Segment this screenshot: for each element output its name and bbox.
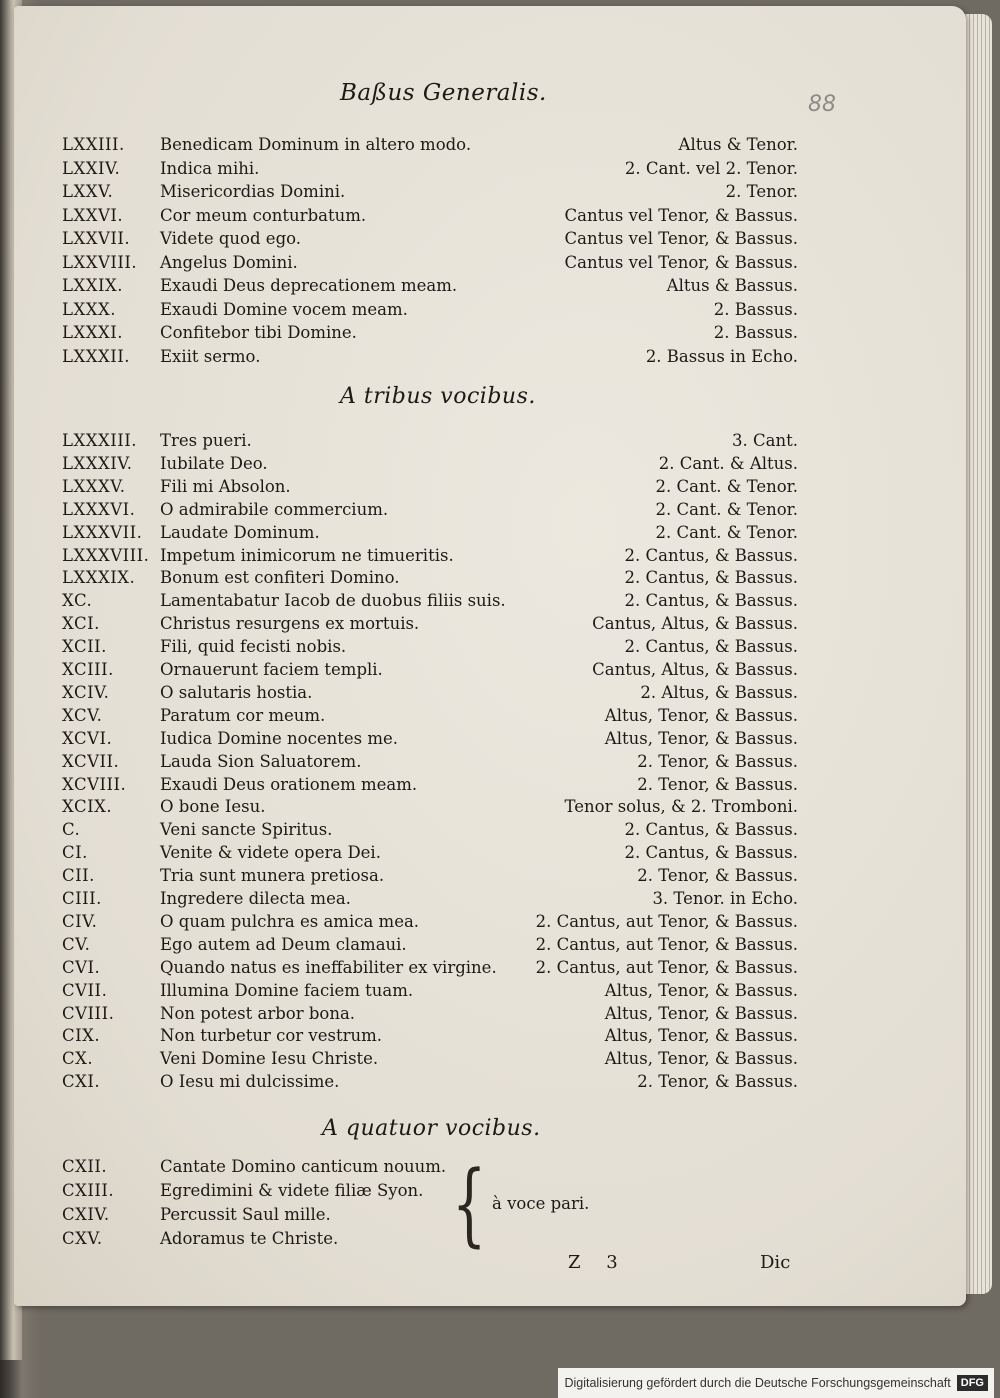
entry-row [62, 275, 798, 297]
entry-row [62, 1156, 798, 1178]
entry-row [62, 1025, 798, 1047]
entry-title: Adoramus te Christe. [160, 1229, 339, 1248]
entry-row [62, 705, 798, 727]
entry-number: LXXXIV. [62, 453, 133, 473]
entry-number: LXXXI. [62, 323, 123, 342]
entry-voices: 2. Cantus, & Bassus. [624, 568, 798, 588]
entry-number: LXXX. [62, 299, 116, 319]
entry-number: XCIV. [62, 682, 110, 702]
entry-title: Tria sunt munera pretiosa. [160, 866, 385, 886]
entry-title: Laudate Dominum. [160, 522, 320, 542]
entry-number: LXXIV. [62, 158, 121, 178]
entry-row [62, 430, 798, 452]
entry-number: LXXXII. [62, 346, 130, 366]
entry-voices: 2. Cantus, & Bassus. [624, 820, 798, 840]
entry-title: Ego autem ad Deum clamaui. [160, 934, 407, 954]
entry-title: Fili mi Absolon. [160, 476, 291, 496]
entry-number: CVIII. [62, 1003, 115, 1023]
entry-row [62, 522, 798, 544]
entry-number: LXXVI. [62, 205, 124, 225]
entry-voices: 2. Cantus, & Bassus. [624, 545, 798, 565]
entry-row [62, 545, 798, 567]
page-title: Baßus Generalis. [340, 80, 547, 106]
entry-voices: 2. Altus, & Bassus. [640, 682, 798, 702]
entry-title: Exaudi Deus deprecationem meam. [160, 276, 458, 295]
entry-number: CVI. [62, 957, 101, 977]
entry-title: Bonum est confiteri Domino. [160, 568, 400, 588]
entry-row [62, 934, 798, 956]
entry-title: Cantate Domino canticum nouum. [160, 1157, 447, 1176]
entry-number: CIV. [62, 911, 98, 931]
entry-number: LXXXIX. [62, 568, 136, 588]
entry-number: XCVI. [62, 728, 113, 748]
entry-title: Angelus Domini. [160, 252, 298, 272]
entry-title: Egredimini & videte filiæ Syon. [160, 1181, 424, 1200]
entry-voices: Cantus, Altus, & Bassus. [592, 614, 798, 634]
entry-title: Percussit Saul mille. [160, 1205, 331, 1224]
entry-voices: 2. Tenor, & Bassus. [637, 774, 798, 794]
entry-voices: Cantus, Altus, & Bassus. [592, 660, 798, 679]
entry-number: CXIII. [62, 1181, 115, 1200]
entry-title: Exaudi Deus orationem meam. [160, 774, 418, 794]
entry-title: Confitebor tibi Domine. [160, 323, 357, 342]
entry-voices: 2. Tenor, & Bassus. [637, 751, 798, 771]
entry-row [62, 865, 798, 887]
entry-title: Ornauerunt faciem templi. [160, 660, 383, 679]
entry-number: CXII. [62, 1157, 108, 1176]
entry-voices: 2. Bassus. [713, 299, 798, 319]
entry-title: Fili, quid fecisti nobis. [160, 637, 347, 657]
entry-voices: Tenor solus, & 2. Tromboni. [564, 797, 798, 817]
entry-voices: Altus, Tenor, & Bassus. [604, 728, 798, 748]
entry-title: Veni Domine Iesu Christe. [160, 1049, 379, 1069]
entry-voices: 2. Cantus, & Bassus. [624, 843, 798, 863]
entry-title: Illumina Domine faciem tuam. [160, 980, 414, 1000]
entry-number: LXXIX. [62, 276, 123, 295]
entry-row [62, 1071, 798, 1093]
entry-voices: 2. Cantus, & Bassus. [624, 591, 798, 611]
entry-voices: 2. Cant. & Tenor. [655, 499, 798, 519]
entry-voices: Cantus vel Tenor, & Bassus. [564, 205, 798, 225]
brace-note: à voce pari. [492, 1194, 590, 1213]
entry-title: Venite & videte opera Dei. [160, 843, 381, 863]
entry-number: CIII. [62, 889, 102, 908]
entry-voices: 2. Cantus, aut Tenor, & Bassus. [535, 911, 798, 931]
entry-title: Videte quod ego. [160, 229, 302, 248]
entry-number: XCIX. [62, 797, 113, 817]
signature-mark: Z 3 [568, 1252, 628, 1273]
entry-voices: 2. Cant. & Tenor. [655, 476, 798, 496]
entry-voices: Altus, Tenor, & Bassus. [604, 1026, 798, 1046]
entry-voices: 2. Cant. vel 2. Tenor. [624, 158, 798, 178]
entry-number: CX. [62, 1049, 94, 1069]
entry-row [62, 613, 798, 635]
entry-number: LXXXIII. [62, 431, 137, 450]
entry-voices: Altus, Tenor, & Bassus. [604, 705, 798, 725]
entry-voices: 2. Tenor, & Bassus. [637, 1072, 798, 1092]
footer-text: Digitalisierung gefördert durch die Deutsche Forschungsgemeinschaft [564, 1376, 951, 1390]
entry-voices: Altus & Tenor. [678, 135, 798, 154]
entry-row [62, 590, 798, 612]
entry-number: C. [62, 820, 81, 840]
entry-title: Quando natus es ineffabiliter ex virgine. [160, 957, 497, 977]
entry-row [62, 636, 798, 658]
footer-bar [558, 1368, 994, 1398]
entry-row [62, 1003, 798, 1025]
entry-number: LXXVII. [62, 229, 131, 248]
entry-number: XCV. [62, 705, 103, 725]
entry-title: Indica mihi. [160, 158, 260, 178]
entry-row [62, 567, 798, 589]
catchword: Dic [760, 1252, 791, 1273]
entry-row [62, 181, 798, 203]
entry-title: Impetum inimicorum ne timueritis. [160, 545, 454, 565]
entry-title: O salutaris hostia. [160, 682, 313, 702]
entry-title: O admirabile commercium. [160, 499, 389, 519]
entry-number: LXXXVIII. [62, 545, 150, 565]
entry-row [62, 774, 798, 796]
entry-row [62, 1048, 798, 1070]
entry-voices: 2. Tenor. [725, 182, 798, 201]
entry-number: XCII. [62, 637, 107, 657]
entry-row [62, 1204, 798, 1226]
entry-title: O quam pulchra es amica mea. [160, 911, 420, 931]
entry-row [62, 228, 798, 250]
entry-voices: Cantus vel Tenor, & Bassus. [564, 229, 798, 248]
entry-number: LXXXVII. [62, 522, 143, 542]
entry-title: Iubilate Deo. [160, 453, 268, 473]
entry-voices: Cantus vel Tenor, & Bassus. [564, 252, 798, 272]
entry-row [62, 888, 798, 910]
pencil-folio-note: 88 [808, 92, 836, 117]
entry-voices: Altus & Bassus. [666, 276, 798, 295]
entry-row [62, 346, 798, 368]
entry-number: XC. [62, 591, 93, 611]
entry-row [62, 842, 798, 864]
entry-row [62, 299, 798, 321]
entry-number: CIX. [62, 1026, 101, 1046]
entry-voices: 3. Cant. [732, 431, 798, 450]
entry-title: Cor meum conturbatum. [160, 205, 367, 225]
entry-row [62, 728, 798, 750]
entry-row [62, 980, 798, 1002]
section-heading-quatuor: A quatuor vocibus. [322, 1116, 541, 1141]
entry-title: Paratum cor meum. [160, 705, 326, 725]
entry-number: LXXV. [62, 182, 114, 201]
entry-row [62, 819, 798, 841]
entry-title: Non potest arbor bona. [160, 1003, 356, 1023]
entry-title: O Iesu mi dulcissime. [160, 1072, 340, 1092]
entry-row [62, 682, 798, 704]
entry-voices: 2. Cantus, & Bassus. [624, 637, 798, 657]
entry-voices: 3. Tenor. in Echo. [652, 889, 798, 908]
entry-row [62, 134, 798, 156]
entry-row [62, 957, 798, 979]
section-heading-tribus: A tribus vocibus. [340, 384, 536, 409]
entry-number: XCVII. [62, 751, 120, 771]
entry-row [62, 252, 798, 274]
entry-number: XCI. [62, 614, 100, 634]
entry-voices: 2. Tenor, & Bassus. [637, 866, 798, 886]
entry-title: O bone Iesu. [160, 797, 266, 817]
entry-number: CXIV. [62, 1205, 110, 1224]
brace-glyph: { [452, 1152, 487, 1257]
entry-number: CVII. [62, 980, 108, 1000]
entry-number: LXXVIII. [62, 252, 138, 272]
entry-number: CII. [62, 866, 95, 886]
entry-number: LXXIII. [62, 135, 125, 154]
entry-row [62, 476, 798, 498]
entry-row [62, 1228, 798, 1250]
entry-number: CXI. [62, 1072, 101, 1092]
entry-row [62, 322, 798, 344]
entry-number: LXXXV. [62, 476, 126, 496]
entry-title: Tres pueri. [160, 431, 252, 450]
entry-voices: Altus, Tenor, & Bassus. [604, 980, 798, 1000]
entry-voices: 2. Cant. & Tenor. [655, 522, 798, 542]
entry-number: LXXXVI. [62, 499, 136, 519]
entry-voices: 2. Cant. & Altus. [658, 453, 798, 473]
entry-row [62, 796, 798, 818]
entry-title: Exaudi Domine vocem meam. [160, 299, 408, 319]
entry-title: Non turbetur cor vestrum. [160, 1026, 383, 1046]
entry-voices: 2. Bassus in Echo. [645, 346, 798, 366]
entry-voices: 2. Cantus, aut Tenor, & Bassus. [535, 934, 798, 954]
entry-row [62, 911, 798, 933]
entry-title: Christus resurgens ex mortuis. [160, 614, 420, 634]
dfg-logo: DFG [957, 1375, 988, 1391]
entry-number: XCIII. [62, 660, 114, 679]
entry-number: CI. [62, 843, 88, 863]
entry-number: CXV. [62, 1229, 103, 1248]
entry-row [62, 205, 798, 227]
entry-voices: 2. Cantus, aut Tenor, & Bassus. [535, 957, 798, 977]
entry-title: Iudica Domine nocentes me. [160, 728, 398, 748]
entry-title: Lamentabatur Iacob de duobus filiis suis. [160, 591, 506, 611]
entry-title: Ingredere dilecta mea. [160, 889, 351, 908]
entry-number: CV. [62, 934, 91, 954]
entry-title: Lauda Sion Saluatorem. [160, 751, 362, 771]
entry-row [62, 659, 798, 681]
entry-voices: Altus, Tenor, & Bassus. [604, 1049, 798, 1069]
entry-number: XCVIII. [62, 774, 127, 794]
entry-title: Benedicam Dominum in altero modo. [160, 135, 472, 154]
entry-row [62, 751, 798, 773]
entry-row [62, 158, 798, 180]
entry-voices: Altus, Tenor, & Bassus. [604, 1003, 798, 1023]
entry-title: Misericordias Domini. [160, 182, 346, 201]
entry-title: Exiit sermo. [160, 346, 261, 366]
entry-row [62, 499, 798, 521]
entry-row [62, 453, 798, 475]
entry-voices: 2. Bassus. [713, 323, 798, 342]
entry-title: Veni sancte Spiritus. [160, 820, 333, 840]
entry-row [62, 1180, 798, 1202]
